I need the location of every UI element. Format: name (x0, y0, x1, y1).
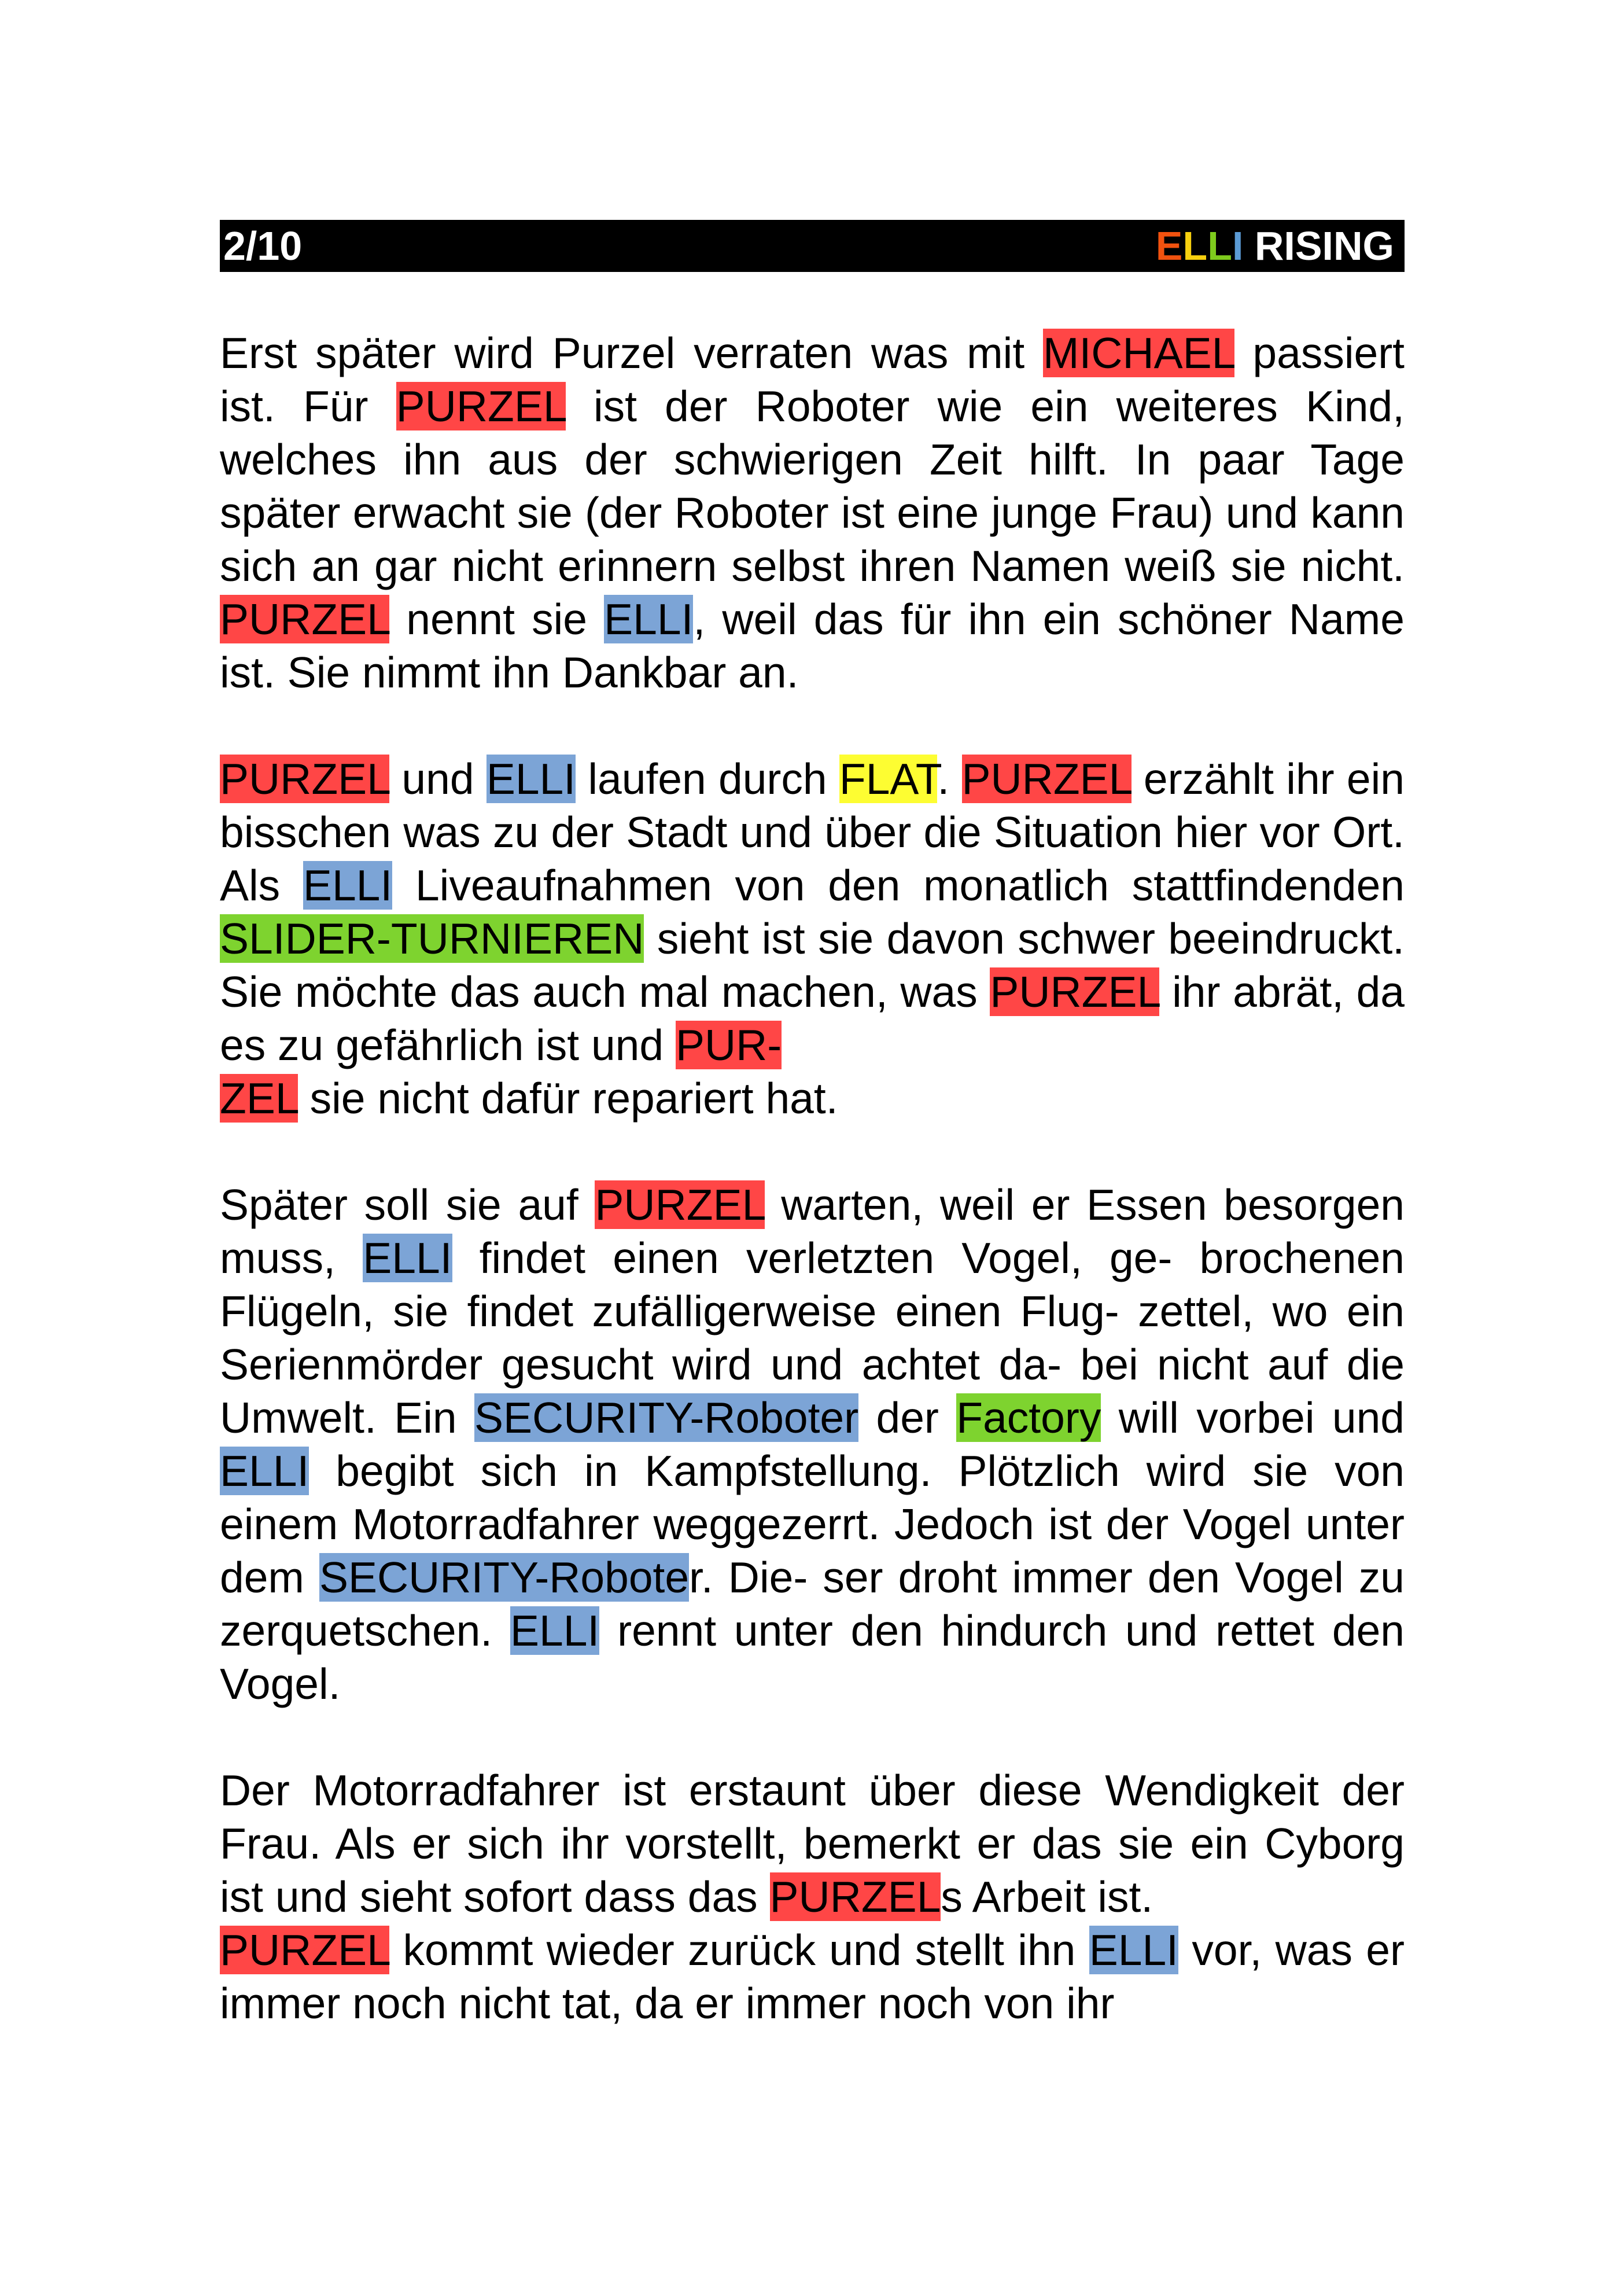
text-run: Liveaufnahmen von den monatlich stattfindenden (392, 861, 1405, 910)
highlighted-name: PURZEL (595, 1180, 765, 1229)
highlighted-name: PURZEL (220, 755, 390, 803)
highlighted-name: PUR- (675, 1021, 782, 1069)
text-run: warten, weil er Essen besorgen muss, (220, 1180, 1405, 1282)
text-run: , weil das für ihn ein schöner Name ist. Sie nimmt ihn Dankbar an. (220, 595, 1405, 697)
highlighted-name: PURZEL (220, 1926, 390, 1974)
text-run: der (858, 1393, 957, 1442)
highlighted-name: SECURITY-Robote (319, 1553, 690, 1602)
highlighted-name: ELLI (510, 1606, 600, 1655)
highlighted-name: PURZEL (961, 755, 1132, 803)
text-run: rennt unter den hindurch und rettet den Vogel. (220, 1606, 1405, 1708)
text-run: Der Motorradfahrer ist erstaunt über diese Wendigkeit der Frau. Als er sich ihr vorstellt, bemerkt er das sie ein Cyborg ist und sieht sofort dass das (220, 1766, 1405, 1921)
text-run: nennt sie (389, 595, 605, 643)
highlighted-name: SLIDER-TURNIEREN (220, 914, 644, 963)
text-run: begibt sich in Kampfstellung. Plötzlich wird sie von einem Motorradfahrer weggezerrt. Jedoch ist der Vogel unter dem (220, 1447, 1405, 1602)
title-letter-e: E (1155, 223, 1183, 268)
highlighted-name: SECURITY-Roboter (474, 1393, 859, 1442)
text-run: r. Die- ser droht immer den Vogel zu zerquetschen. (220, 1553, 1405, 1655)
title-rest: RISING (1254, 223, 1394, 268)
paragraph-2 (220, 752, 1405, 1125)
highlighted-name: ELLI (1089, 1926, 1179, 1974)
highlighted-name: ELLI (604, 595, 694, 643)
text-run: ihr abrät, da es zu gefährlich ist und (220, 967, 1405, 1069)
text-run: passiert ist. Für (220, 329, 1405, 430)
page-header-bar (220, 220, 1405, 272)
highlighted-name: PURZEL (769, 1872, 941, 1921)
body-text (220, 326, 1405, 2030)
highlighted-name: Factory (956, 1393, 1101, 1442)
title-letter-l2: L (1207, 223, 1232, 268)
text-run: will vorbei und (1101, 1393, 1405, 1442)
text-run: vor, was er immer noch nicht tat, da er immer noch von ihr (220, 1926, 1405, 2028)
paragraph-4 (220, 1764, 1405, 2030)
text-run: sieht ist sie davon schwer beeindruckt. Sie möchte das auch mal machen, was (220, 914, 1405, 1016)
text-run: sie nicht dafür repariert hat. (297, 1074, 838, 1123)
highlighted-name: MICHAEL (1042, 329, 1234, 377)
title-letter-i: I (1232, 223, 1244, 268)
text-run: ist der Roboter wie ein weiteres Kind, welches ihn aus der schwierigen Zeit hilft. In paar Tage später erwacht sie (der Roboter ist eine junge Frau) und kann sich an gar nicht erinnern selbst ihren Namen weiß sie nicht. (220, 382, 1405, 590)
highlighted-name: FLAT (839, 755, 938, 803)
text-run: findet einen verletzten Vogel, ge- brochenen Flügeln, sie findet zufälligerweise einen Flug- zettel, wo ein Serienmörder gesucht wird und achtet da- bei nicht auf die Umwelt. Ein (220, 1234, 1405, 1442)
text-run: kommt wieder zurück und stellt ihn (389, 1926, 1089, 1974)
text-run: Erst später wird Purzel verraten was mit (220, 329, 1043, 377)
text-run: Später soll sie auf (220, 1180, 595, 1229)
paragraph-1 (220, 326, 1405, 699)
highlighted-name: ELLI (303, 861, 393, 910)
text-run: s Arbeit ist. (941, 1872, 1153, 1921)
title-letter-l1: L (1182, 223, 1208, 268)
highlighted-name: ELLI (220, 1447, 309, 1495)
highlighted-name: ELLI (363, 1234, 452, 1282)
highlighted-name: ZEL (220, 1074, 298, 1123)
highlighted-name: PURZEL (220, 595, 390, 643)
highlighted-name: ELLI (486, 755, 576, 803)
text-run: und (389, 755, 486, 803)
text-run: laufen durch (576, 755, 839, 803)
highlighted-name: PURZEL (990, 967, 1160, 1016)
highlighted-name: PURZEL (396, 382, 566, 430)
text-run: . (937, 755, 962, 803)
page-number: 2/10 (223, 223, 303, 268)
text-run: erzählt ihr ein bisschen was zu der Stadt und über die Situation hier vor Ort. Als (220, 755, 1405, 910)
document-title (1156, 220, 1394, 272)
paragraph-3 (220, 1178, 1405, 1710)
